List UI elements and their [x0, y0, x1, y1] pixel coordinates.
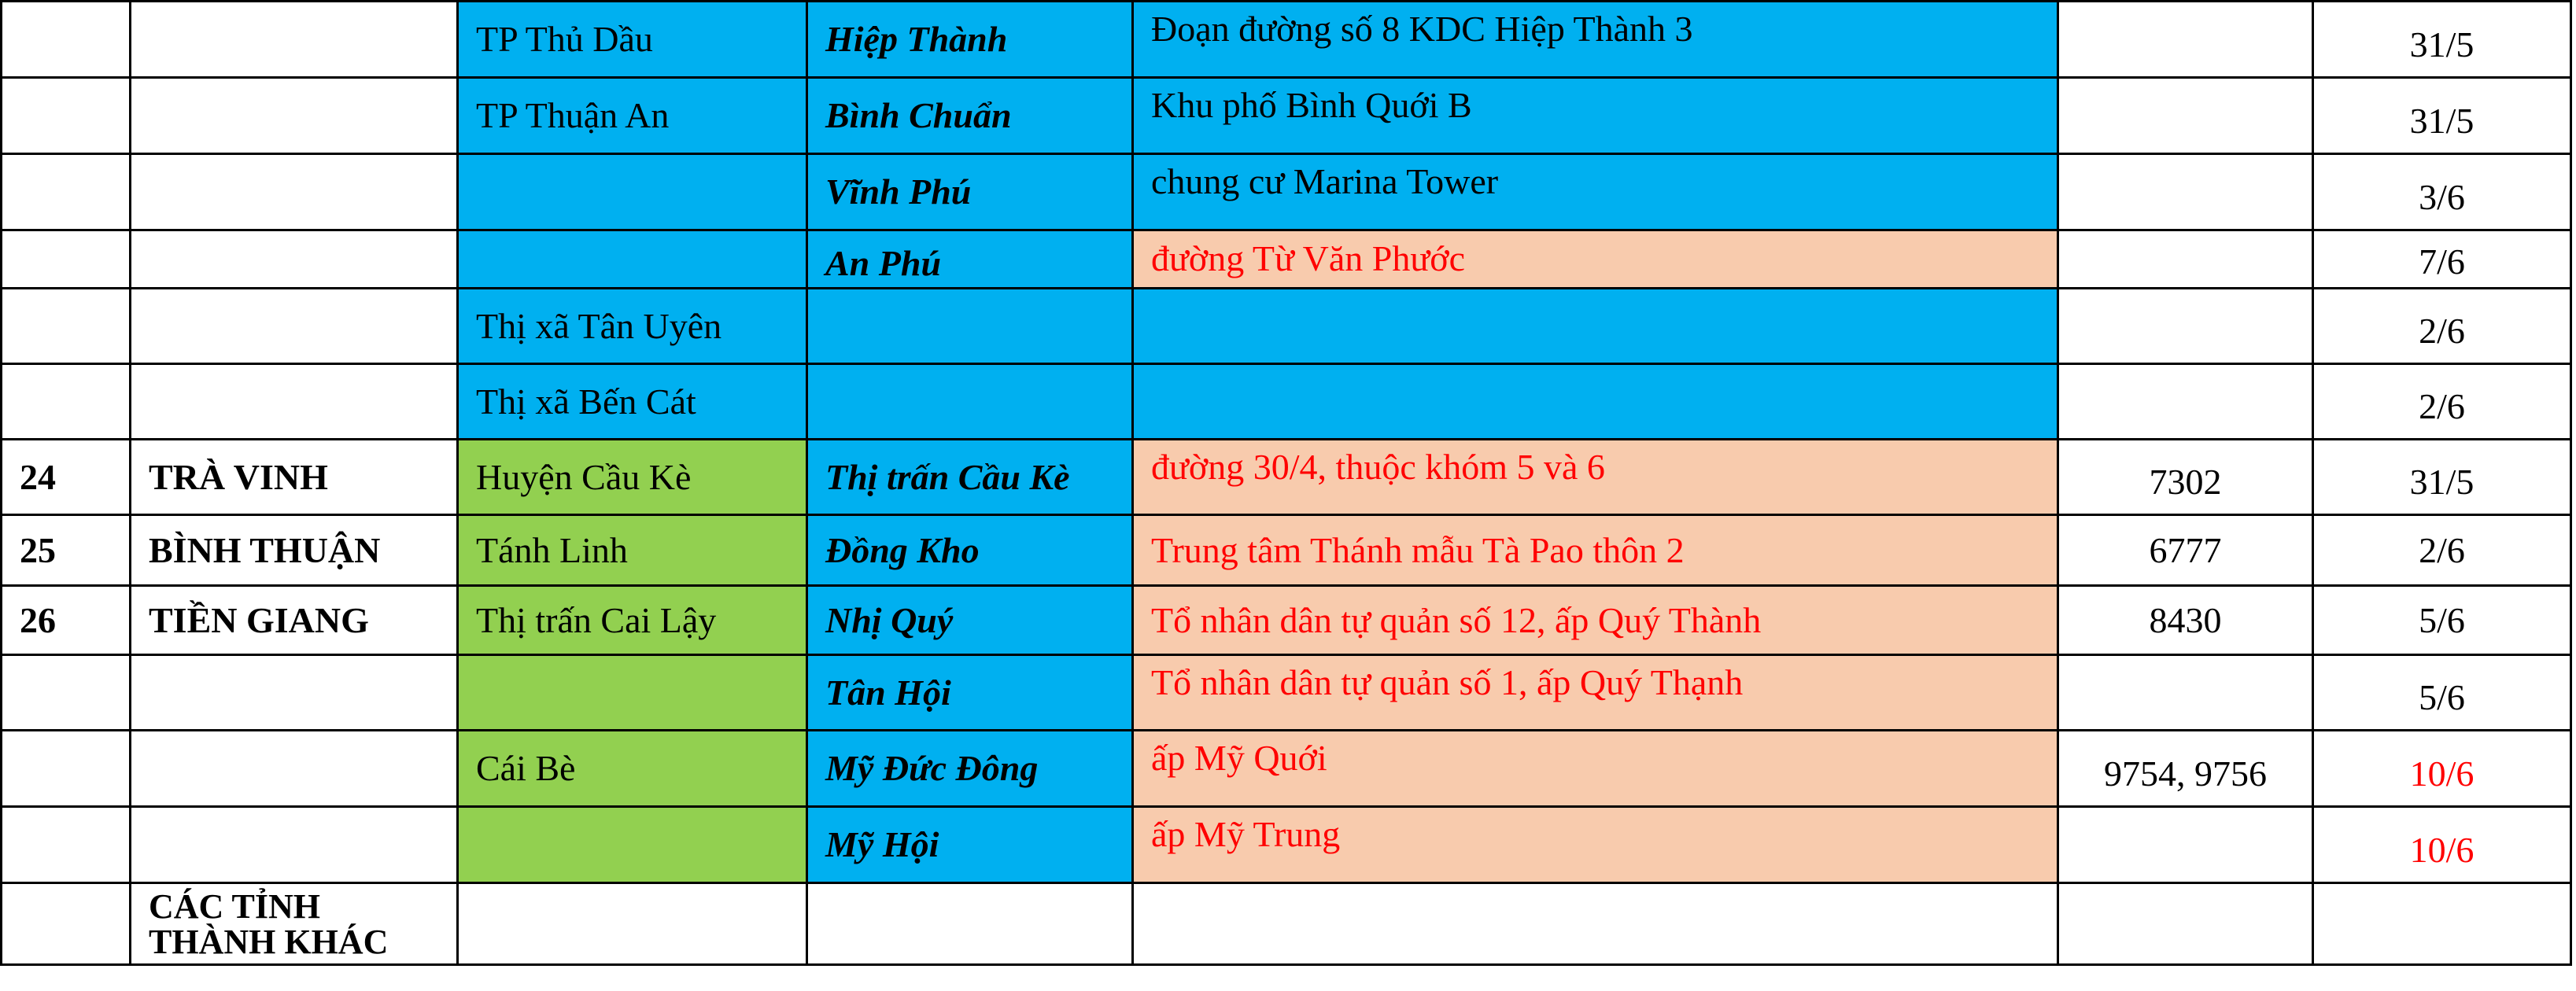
commune-cell: Mỹ Đức Đông [807, 731, 1133, 807]
row-number: 25 [2, 515, 131, 586]
district-cell: Huyện Cầu Kè [458, 440, 807, 515]
address-cell [1133, 364, 2058, 440]
commune-cell: Đồng Kho [807, 515, 1133, 586]
district-cell [458, 230, 807, 289]
table-row [2, 154, 2571, 230]
code-cell [2058, 364, 2313, 440]
table-row [2, 440, 2571, 515]
row-number [2, 2, 131, 78]
date-cell: 2/6 [2313, 515, 2571, 586]
address-cell [1133, 883, 2058, 965]
date-cell: 3/6 [2313, 154, 2571, 230]
row-number [2, 655, 131, 731]
code-cell [2058, 154, 2313, 230]
table-row [2, 289, 2571, 364]
table-row [2, 731, 2571, 807]
code-cell: 9754, 9756 [2058, 731, 2313, 807]
address-cell: đường 30/4, thuộc khóm 5 và 6 [1133, 440, 2058, 515]
code-cell: 8430 [2058, 586, 2313, 655]
province-cell: CÁC TỈNH THÀNH KHÁC [131, 883, 458, 965]
table-row [2, 364, 2571, 440]
date-cell: 31/5 [2313, 440, 2571, 515]
code-cell [2058, 289, 2313, 364]
date-cell: 5/6 [2313, 586, 2571, 655]
table-row [2, 586, 2571, 655]
commune-cell: An Phú [807, 230, 1133, 289]
row-number [2, 78, 131, 154]
code-cell [2058, 883, 2313, 965]
commune-cell: Mỹ Hội [807, 807, 1133, 883]
date-cell: 10/6 [2313, 807, 2571, 883]
row-number [2, 883, 131, 965]
province-cell [131, 807, 458, 883]
district-cell [458, 655, 807, 731]
province-cell [131, 230, 458, 289]
district-cell [458, 883, 807, 965]
address-cell: Trung tâm Thánh mẫu Tà Pao thôn 2 [1133, 515, 2058, 586]
date-cell: 31/5 [2313, 78, 2571, 154]
district-cell: TP Thủ Dầu [458, 2, 807, 78]
date-cell: 5/6 [2313, 655, 2571, 731]
district-cell [458, 154, 807, 230]
table-body [2, 2, 2571, 965]
commune-cell: Bình Chuẩn [807, 78, 1133, 154]
row-number [2, 230, 131, 289]
address-cell [1133, 289, 2058, 364]
date-cell: 2/6 [2313, 289, 2571, 364]
row-number [2, 364, 131, 440]
district-cell: Thị xã Bến Cát [458, 364, 807, 440]
address-cell: ấp Mỹ Quới [1133, 731, 2058, 807]
province-cell: BÌNH THUẬN [131, 515, 458, 586]
province-cell [131, 289, 458, 364]
district-cell: Thị xã Tân Uyên [458, 289, 807, 364]
province-cell [131, 655, 458, 731]
province-cell: TRÀ VINH [131, 440, 458, 515]
commune-cell: Nhị Quý [807, 586, 1133, 655]
district-cell: TP Thuận An [458, 78, 807, 154]
row-number [2, 289, 131, 364]
row-number: 26 [2, 586, 131, 655]
row-number [2, 731, 131, 807]
code-cell [2058, 655, 2313, 731]
address-cell: Tổ nhân dân tự quản số 1, ấp Quý Thạnh [1133, 655, 2058, 731]
date-cell [2313, 883, 2571, 965]
code-cell: 7302 [2058, 440, 2313, 515]
date-cell: 7/6 [2313, 230, 2571, 289]
address-cell: đường Từ Văn Phước [1133, 230, 2058, 289]
row-number [2, 807, 131, 883]
table-row [2, 883, 2571, 965]
province-cell [131, 154, 458, 230]
table-row [2, 230, 2571, 289]
commune-cell: Hiệp Thành [807, 2, 1133, 78]
district-cell: Thị trấn Cai Lậy [458, 586, 807, 655]
province-cell: TIỀN GIANG [131, 586, 458, 655]
commune-cell [807, 289, 1133, 364]
date-cell: 31/5 [2313, 2, 2571, 78]
table-row [2, 655, 2571, 731]
province-cell [131, 731, 458, 807]
district-cell: Tánh Linh [458, 515, 807, 586]
code-cell [2058, 230, 2313, 289]
code-cell: 6777 [2058, 515, 2313, 586]
table-row [2, 2, 2571, 78]
province-cell [131, 2, 458, 78]
province-cell [131, 78, 458, 154]
commune-cell: Thị trấn Cầu Kè [807, 440, 1133, 515]
code-cell [2058, 807, 2313, 883]
address-cell: Tổ nhân dân tự quản số 12, ấp Quý Thành [1133, 586, 2058, 655]
commune-cell [807, 364, 1133, 440]
code-cell [2058, 78, 2313, 154]
row-number: 24 [2, 440, 131, 515]
address-cell: Đoạn đường số 8 KDC Hiệp Thành 3 [1133, 2, 2058, 78]
date-cell: 2/6 [2313, 364, 2571, 440]
district-cell: Cái Bè [458, 731, 807, 807]
address-cell: chung cư Marina Tower [1133, 154, 2058, 230]
province-cell [131, 364, 458, 440]
table-row [2, 515, 2571, 586]
table-row [2, 78, 2571, 154]
date-cell: 10/6 [2313, 731, 2571, 807]
commune-cell [807, 883, 1133, 965]
address-cell: ấp Mỹ Trung [1133, 807, 2058, 883]
code-cell [2058, 2, 2313, 78]
row-number [2, 154, 131, 230]
commune-cell: Vĩnh Phú [807, 154, 1133, 230]
address-cell: Khu phố Bình Quới B [1133, 78, 2058, 154]
table-row [2, 807, 2571, 883]
commune-cell: Tân Hội [807, 655, 1133, 731]
district-cell [458, 807, 807, 883]
